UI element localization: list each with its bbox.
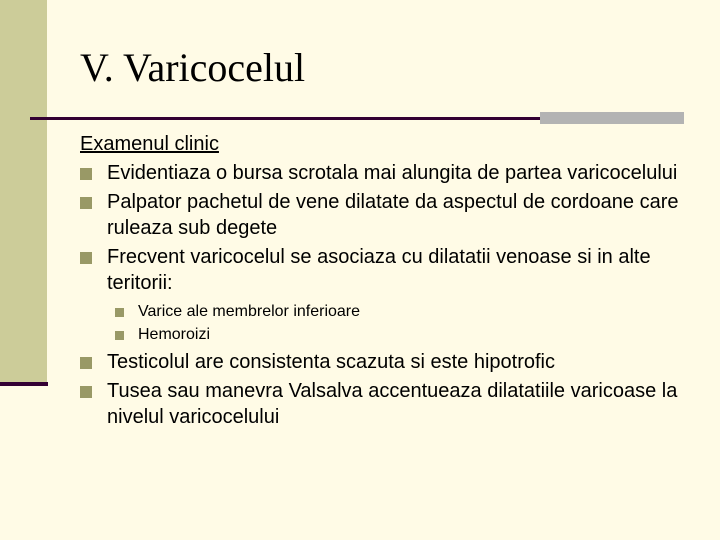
section-heading: Examenul clinic xyxy=(80,133,219,155)
bullet-item xyxy=(80,189,710,241)
bullet-item xyxy=(80,378,710,430)
bullet-item xyxy=(80,244,710,296)
sub-bullet-item xyxy=(80,324,710,346)
slide-content xyxy=(80,131,710,430)
square-bullet-icon xyxy=(115,331,124,340)
bullet-text: Evidentiaza o bursa scrotala mai alungita de partea varicocelului xyxy=(107,162,678,184)
slide-title: V. Varicocelul xyxy=(80,45,306,90)
bullet-item xyxy=(80,349,710,375)
title-divider-accent xyxy=(540,112,684,124)
bullet-text: Tusea sau manevra Valsalva accentueaza dilatatiile varicoase la nivelul varicocelului xyxy=(107,380,678,428)
bullet-text: Palpator pachetul de vene dilatate da aspectul de cordoane care ruleaza sub degete xyxy=(107,191,679,239)
square-bullet-icon xyxy=(80,252,92,264)
square-bullet-icon xyxy=(115,308,124,317)
bullet-item xyxy=(80,160,710,186)
square-bullet-icon xyxy=(80,168,92,180)
square-bullet-icon xyxy=(80,357,92,369)
sub-bullet-item xyxy=(80,301,710,323)
square-bullet-icon xyxy=(80,386,92,398)
sub-bullet-text: Hemoroizi xyxy=(138,326,211,343)
bullet-text: Testicolul are consistenta scazuta si este hipotrofic xyxy=(107,351,555,373)
square-bullet-icon xyxy=(80,197,92,209)
left-decorative-line xyxy=(0,382,48,386)
left-decorative-band xyxy=(0,0,47,384)
bullet-text: Frecvent varicocelul se asociaza cu dilatatii venoase si in alte teritorii: xyxy=(107,246,651,294)
sub-bullet-text: Varice ale membrelor inferioare xyxy=(138,303,361,320)
